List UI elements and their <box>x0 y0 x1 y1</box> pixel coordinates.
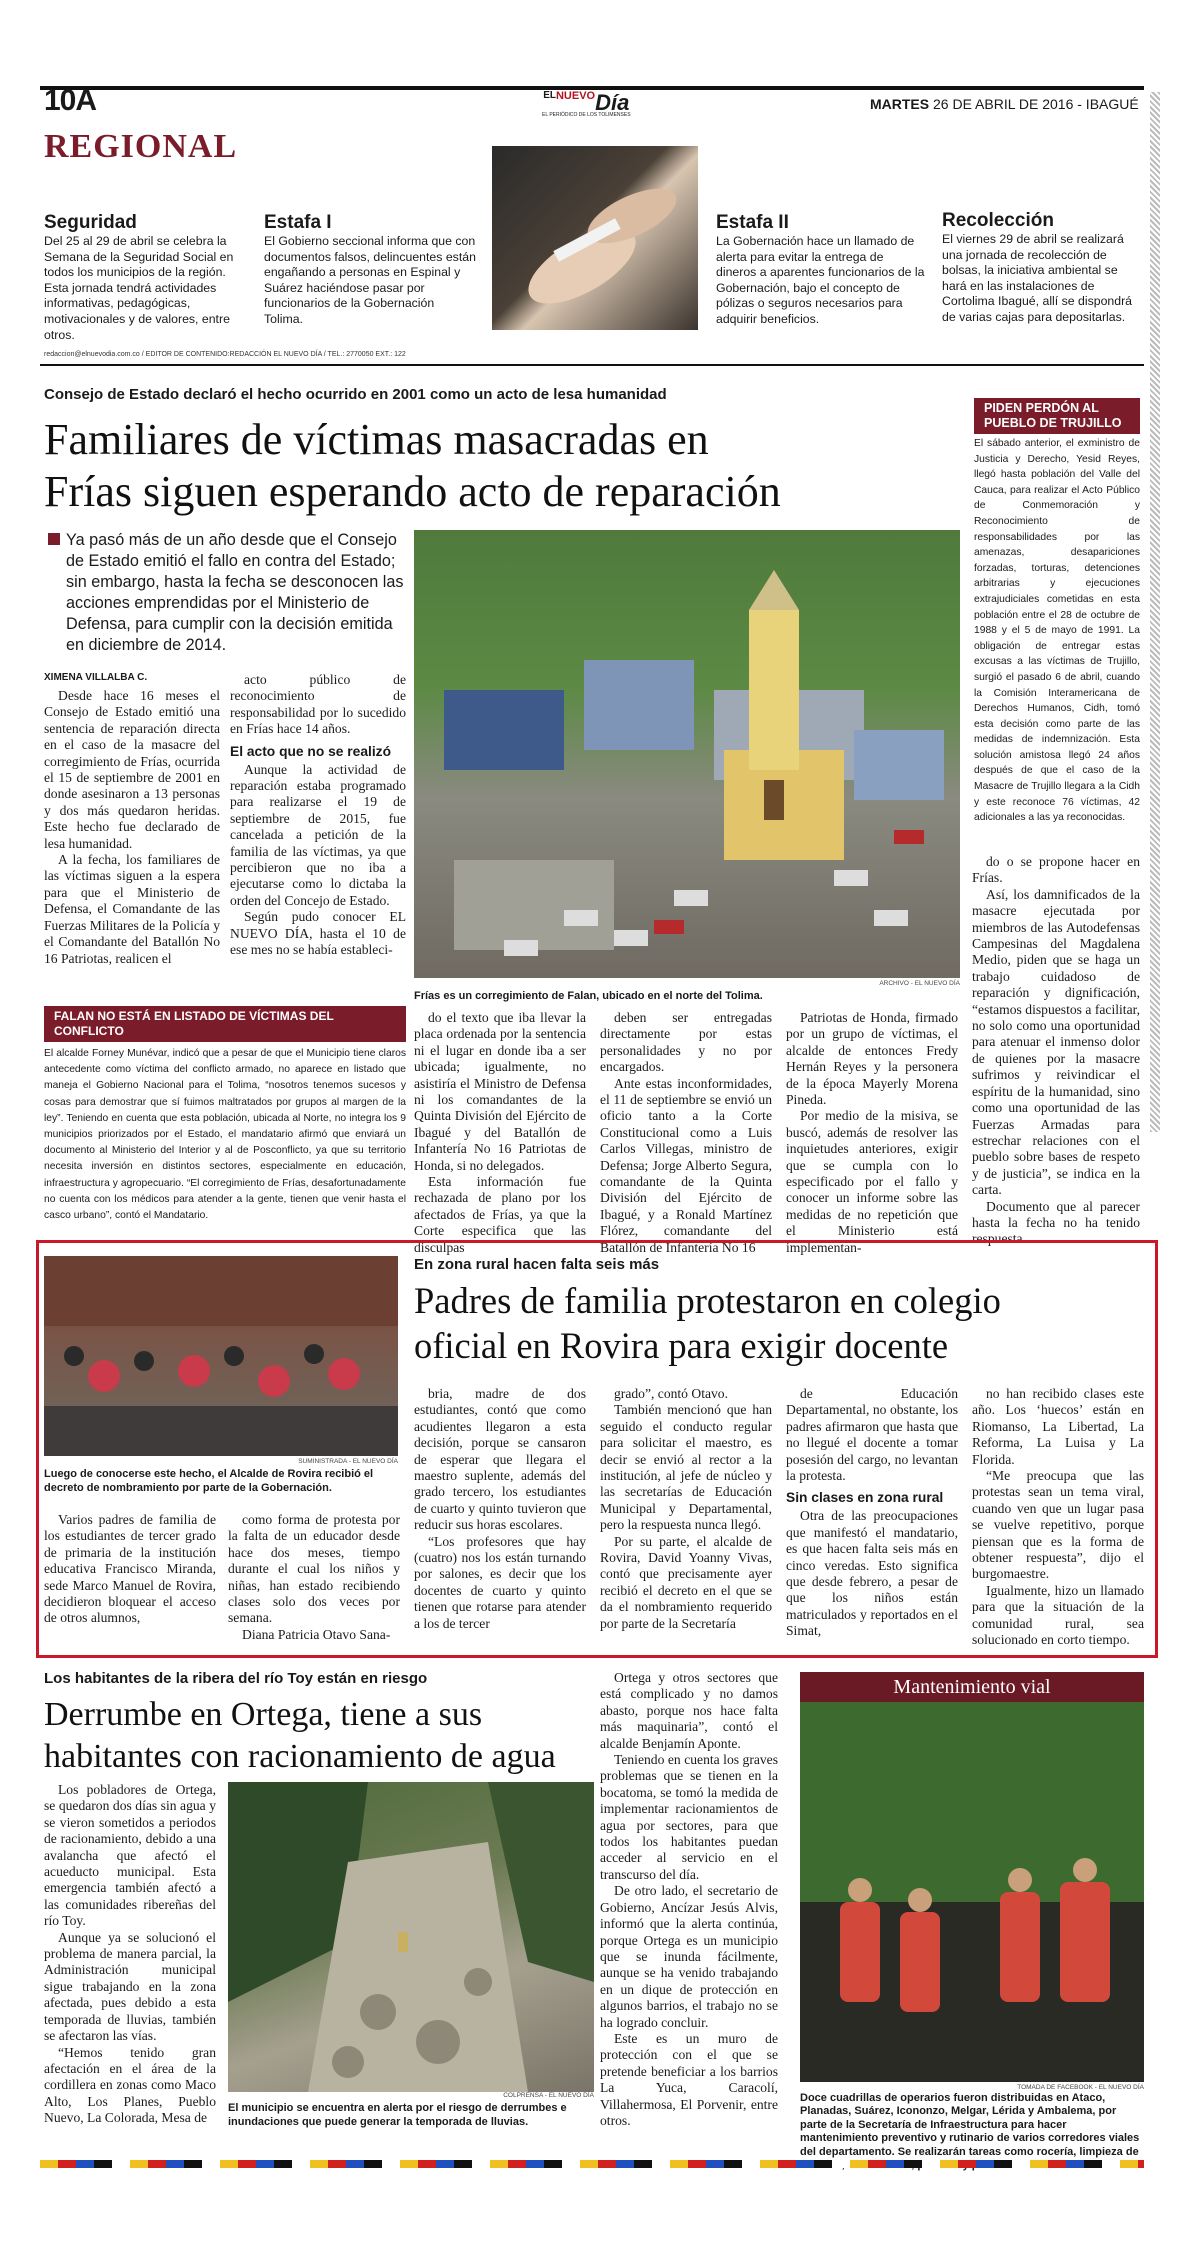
paragraph: grado”, contó Otavo. <box>614 1386 729 1401</box>
paragraph: Así, los damnificados de la masacre ejecutada por miembros de las Autodefensas Campesinas del Magdalena Medio, piden que se haga un trabajo cuidadoso de reparación y dignificación, “estamos dispuestos a facilitar, no solo como una oportunidad para atenuar el inmenso dolor de quienes por la masacre sufrimos y reivindicar el espíritu de la humanidad, sino como una oportunidad de las Fuerzas Armadas para estrechar relaciones con el pueblo sobre bases de respeto y de justicia”, se indica en la carta. <box>972 886 1140 1198</box>
sidebar-trujillo-title: PIDEN PERDÓN AL PUEBLO DE TRUJILLO <box>974 398 1140 434</box>
paragraph: De otro lado, el secretario de Gobierno, Ancízar Jesús Alvis, informó que la alerta continúa, porque Ortega es un municipio que se inunda fácilmente, aunque se ha venido trabajando en un dique de protección en algunos barrios, el trabajo no se ha logrado concluir. <box>600 1883 778 2030</box>
story1-photo-caption: Frías es un corregimiento de Falan, ubicado en el norte del Tolima. <box>414 990 763 1002</box>
paragraph: Ortega y otros sectores que está complicado y no damos abasto, porque nos hace falta más maquinaria”, contó el alcalde Benjamín Aponte. <box>600 1670 778 1751</box>
masthead-day: Día <box>595 90 630 115</box>
brief-seguridad <box>44 212 244 343</box>
brief-text: El viernes 29 de abril se realizará una jornada de recolección de bolsas, la iniciativa ambiental se hará en las instalaciones de Cortolima Ibagué, allí se dispondrá de varias cajas para depositarlas. <box>942 232 1133 324</box>
story3-photo-caption: El municipio se encuentra en alerta por el riesgo de derrumbes e inundaciones que puede generar la temporada de lluvias. <box>228 2102 567 2128</box>
lead-bullet <box>48 533 60 545</box>
headline-line: Familiares de víctimas masacradas en <box>44 415 709 464</box>
masthead-top: EL <box>543 90 556 101</box>
paragraph: Ante estas inconformidades, el 11 de septiembre se envió un oficio tanto a la Corte Constitucional como a Luis Carlos Villegas, ministro de Defensa; Jorge Alberto Segura, comandante de la Quinta División del Ejército de Ibagué, y a Ronald Martínez Flórez, comandante del Batallón de Infantería No 16 <box>600 1075 772 1255</box>
brief-title: Recolección <box>942 210 1054 231</box>
story2-col1 <box>44 1512 216 1627</box>
story3-photo-landslide <box>228 1782 594 2092</box>
story2-headline <box>414 1278 1154 1368</box>
date-rest: 26 DE ABRIL DE 2016 - IBAGUÉ <box>933 96 1139 112</box>
brief-text: La Gobernación hace un llamado de alerta para evitar la entrega de dineros a aparentes funcionarios de la Gobernación, bajo el concepto de pólizas o seguros necesarios para adquirir beneficios. <box>716 234 925 326</box>
story1-kicker: Consejo de Estado declaró el hecho ocurrido en 2001 como un acto de lesa humanidad <box>44 386 667 403</box>
masthead-brand: NUEVO <box>555 90 596 102</box>
story3-headline <box>44 1694 624 1778</box>
paragraph: Desde hace 16 meses el Consejo de Estado emitió una sentencia de reparación directa en el caso de la masacre del corregimiento de Frías, ocurrida el 15 de septiembre de 2001 en donde asesinaron a 13 personas y dos más quedaron heridas. Este hecho fue declarado de lesa humanidad. <box>44 688 220 851</box>
mantenimiento-caption: Doce cuadrillas de operarios fueron distribuidas en Ataco, Planadas, Suárez, Icononzo, Melgar, Lérida y Ambalema, por parte de la Secretaría de Infraestructura para hacer mantenimiento preventivo y rutinario de varios corredores viales del departamento. Se realizarán tareas como rocería, limpieza de <box>800 2092 1140 2158</box>
mantenimiento-title: Mantenimiento vial <box>800 1672 1144 1702</box>
story2-kicker: En zona rural hacen falta seis más <box>414 1256 660 1273</box>
mantenimiento-box <box>800 1672 1144 2082</box>
print-color-bar <box>40 2160 1144 2168</box>
paragraph: no han recibido clases este año. Los ‘huecos’ están en Riomanso, La Libertad, La Reforma, La Luisa y La Florida. <box>972 1386 1144 1467</box>
section-rule <box>40 364 1144 366</box>
story1-col5 <box>786 1010 958 1256</box>
story1-photo-frias <box>414 530 960 978</box>
story2-col2 <box>228 1512 400 1643</box>
paragraph: de Educación Departamental, no obstante, los padres afirmaron que hasta que no llegué el docente a tomar posesión del cargo, no levantan la protesta. <box>786 1386 958 1484</box>
story2-col3 <box>414 1386 586 1632</box>
paragraph: “Me preocupa que las protestas sean un tema viral, cuando ven que un lugar pasa se vuelve repetitivo, porque piensan que es la forma de obtener respuesta”, dijo el burgomaestre. <box>972 1468 1144 1582</box>
paragraph: Teniendo en cuenta los graves problemas que se tienen en la bocatoma, se tomó la medida de implementar racionamientos de agua por sectores, para que todos los habitantes puedan acceder al servicio en el transcurso del día. <box>600 1752 778 1882</box>
mantenimiento-photo-credit: TOMADA DE FACEBOOK - EL NUEVO DÍA <box>1017 2084 1144 2091</box>
paragraph: Patriotas de Honda, firmado por un grupo de víctimas, el alcalde de entonces Fredy Hernán Reyes y la personera de la época Mayerly Morena Pineda. <box>786 1010 958 1108</box>
church-illustration <box>414 530 960 978</box>
date-day: MARTES <box>870 96 930 112</box>
paragraph: bria, madre de dos estudiantes, contó que como acudientes llegaron a esta decisión, porque se cansaron de esperar que llegara el maestro suplente, además del grado tercero, los estudiantes de cuarto y quinto tuvieron que reducir sus horas escolares. <box>414 1386 586 1533</box>
headline-line: habitantes con racionamiento de agua <box>44 1738 556 1775</box>
contact-line: redaccion@elnuevodia.com.co / EDITOR DE CONTENIDO:REDACCIÓN EL NUEVO DÍA / TEL.: 2770050 EXT.: 122 <box>44 351 406 358</box>
section-title: REGIONAL <box>44 128 238 165</box>
paragraph: “Los profesores que hay (cuatro) nos los están turnando por salones, es decir que los docentes de cuarto y quinto tienen que rotarse para atender a los de tercer <box>414 1533 586 1631</box>
brief-title: Seguridad <box>44 212 137 233</box>
issue-date <box>870 96 1139 112</box>
page-number: 10A <box>44 84 97 117</box>
paragraph: Varios padres de familia de los estudiantes de tercer grado de primaria de la institución educativa Francisco Miranda, sede Marco Manuel de Rovira, decidieron bloquear el acceso de otros alumnos, <box>44 1512 216 1626</box>
story2-photo-caption: Luego de conocerse este hecho, el Alcalde de Rovira recibió el decreto de nombramiento por parte de la Gobernación. <box>44 1468 374 1494</box>
paragraph: acto público de reconocimiento de responsabilidad por lo sucedido en Frías hace 14 años. <box>230 672 406 737</box>
page-edge-texture <box>1150 92 1160 1132</box>
falan-title: FALAN NO ESTÁ EN LISTADO DE VÍCTIMAS DEL CONFLICTO <box>44 1006 406 1042</box>
masthead-tagline: EL PERIÓDICO DE LOS TOLIMENSES <box>542 112 631 118</box>
story1-byline: XIMENA VILLALBA C. <box>44 672 148 683</box>
paragraph: Los pobladores de Ortega, se quedaron dos días sin agua y se vieron sometidos a periodos de racionamiento, debido a una avalancha que afectó el acueducto municipal. Esta emergencia también afectó a las comunidades ribereñas del río Toy. <box>44 1782 216 1929</box>
briefs-photo-hands <box>492 146 698 330</box>
paragraph: Diana Patricia Otavo Sana- <box>242 1626 391 1642</box>
story1-col6 <box>972 854 1140 1248</box>
brief-text: Del 25 al 29 de abril se celebra la Semana de la Seguridad Social en todos los municipios de la región. Esta jornada tendrá actividades informativas, pedagógicas, motivacionales y de valores, entre otros. <box>44 234 234 342</box>
paragraph: Según pudo conocer EL NUEVO DÍA, hasta el 10 de ese mes no se había estableci- <box>230 909 406 958</box>
paragraph: do el texto que iba llevar la placa ordenada por la sentencia ni el lugar en donde iba a ser ubicada; igualmente, no asistiría el Ministro de Defensa ni los comandantes de la Quinta División del Ejército de Ibagué y del Batallón de Infantería No 16 Patriotas de Honda, si no delegados. <box>414 1010 586 1173</box>
paragraph: deben ser entregadas directamente por estas personalidades y no por encargados. <box>600 1010 772 1075</box>
story1-photo-credit: ARCHIVO - EL NUEVO DÍA <box>879 980 960 987</box>
paragraph: A la fecha, los familiares de las víctimas siguen a la espera para que el Ministerio de Defensa, el Comandante de las Fuerzas Militares de la Policía y el Comandante del Batallón No 16 Patriotas, realicen el <box>44 852 220 966</box>
landslide-illustration <box>228 1782 594 2092</box>
headline-line: Derrumbe en Ortega, tiene a sus <box>44 1696 483 1733</box>
headline-line: oficial en Rovira para exigir docente <box>414 1325 949 1366</box>
hands-illustration <box>492 146 698 330</box>
brief-recoleccion <box>942 210 1142 326</box>
paragraph: “Hemos tenido gran afectación en el área de la cordillera en zonas como Maco Alto, Los Planes, Pueblo Nuevo, La Colorada, Mesa de <box>44 2044 216 2126</box>
brief-title: Estafa II <box>716 212 789 233</box>
paragraph: como forma de protesta por la falta de un educador desde hace dos meses, tiempo durante el cual los niños y niñas, han estado recibiendo clases solo dos veces por semana. <box>228 1512 400 1626</box>
story3-photo-credit: COLPRENSA - EL NUEVO DÍA <box>503 2092 594 2099</box>
story3-col1 <box>44 1782 216 2127</box>
story1-col1 <box>44 688 220 967</box>
paragraph: Este es un muro de protección con el que se pretende beneficiar a los barrios La Yuca, Caracolí, Villahermosa, El Porvenir, entre otros. <box>600 2030 778 2128</box>
paragraph: do o se propone hacer en Frías. <box>972 854 1140 886</box>
headline-line: Frías siguen esperando acto de reparación <box>44 467 781 516</box>
brief-estafa-2 <box>716 212 926 328</box>
paragraph: Aunque ya se solucionó el problema de manera parcial, la Administración municipal sigue trabajando en la zona afectada, pues debido a esta temporada de lluvias, también se afectaron las vías. <box>44 1929 216 2044</box>
story2-col6 <box>972 1386 1144 1649</box>
story1-lead: Ya pasó más de un año desde que el Consejo de Estado emitió el fallo en contra del Estado; sin embargo, hasta la fecha se desconocen las acciones emprendidas por el Ministerio de Defensa, para cumplir con la decisión emitida en diciembre de 2014. <box>66 531 404 654</box>
brief-estafa-1 <box>264 212 476 328</box>
brief-text: El Gobierno seccional informa que con documentos falsos, delincuentes están engañando a personas en Espinal y Suárez haciéndose pasar por funcionarios de la Gobernación Tolima. <box>264 234 476 326</box>
story1-col4 <box>600 1010 772 1256</box>
paragraph: Esta información fue rechazada de plano por los afectados de Frías, ya que la Corte especifica que las disculpas <box>414 1174 586 1255</box>
paragraph: Otra de las preocupaciones que manifestó el mandatario, es que hacen falta seis más en cinco veredas. Esto significa que desde febrero, a pesar de que los niños están matriculados y reportados en el Simat, <box>786 1508 958 1639</box>
paragraph: También mencionó que han seguido el conducto regular para solicitar el maestro, es decir se envió al rector a la institución, al jefe de núcleo y las secretarías de Educación Municipal y Departamental, pero la respuesta nunca llegó. <box>600 1402 772 1533</box>
sidebar-trujillo-text: El sábado anterior, el exministro de Justicia y Derecho, Yesid Reyes, llegó hasta población del Valle del Cauca, para realizar el Acto Público de Conmemoración y Reconocimiento de responsabilidades por las amenazas, desapariciones forzadas, torturas, detenciones arbitrarias y ejecuciones extrajudiciales cometidas en esta población entre el 28 de octubre de 1988 y el 5 de mayo de 1991. La obligación de entregar estas excusas a las víctimas de Trujillo, surgió el pasado 6 de abril, cuando la Comisión Interamericana de Derechos Humanos, Cidh, tomó esta decisión como parte de las medidas de indemnización. Esta solución amistosa llegó 24 años después de que el caso de la Masacre de Trujillo llegara a la Cidh y este reconoce 76 víctimas, 42 adicionales a las ya reconocidas. <box>974 438 1140 824</box>
paragraph: Por medio de la misiva, se buscó, además de resolver las inquietudes anteriores, exigir que se cumpla con lo especificado por el fallo y conocer un informe sobre las medidas de no repetición que el Ministerio está implementan- <box>786 1108 958 1255</box>
story1-col3 <box>414 1010 586 1256</box>
falan-text: El alcalde Forney Munévar, indicó que a pesar de que el Municipio tiene claros antecedente como víctima del conflicto armado, no aparece en listado que maneja el Gobierno Nacional para el Tolima, “nosotros tenemos sucesos y cosas para demostrar que sí fuimos maltratados por grupos al margen de la ley”. Teniendo en cuenta que esta población, ubicada al Norte, no integra los 9 municipios priorizados por el Estado, el mandatario afirmó que enviará un documento al Ministerio del Interior y al de Posconflicto, ya que su territorio necesita inversión en distintos sectores, especialmente en educación, infraestructura y agropecuario. “El corregimiento de Frías, desafortunadamente no cuenta con los médicos para atender a la gente, tienen que venir hasta el casco urbano”, contó el Mandatario. <box>44 1048 406 1222</box>
story3-col2 <box>600 1670 778 2129</box>
crowd-illustration <box>44 1256 398 1456</box>
headline-line: Padres de familia protestaron en colegio <box>414 1280 1001 1321</box>
story2-col4 <box>600 1386 772 1632</box>
paragraph: Igualmente, hizo un llamado para que la situación de la comunidad rural, sea solucionado en corto tiempo. <box>972 1582 1144 1648</box>
story1-col2 <box>230 672 406 959</box>
story2-photo-credit: SUMINISTRADA - EL NUEVO DÍA <box>298 1458 398 1465</box>
story2-col5 <box>786 1386 958 1640</box>
subhead: Sin clases en zona rural <box>786 1490 944 1506</box>
story3-kicker: Los habitantes de la ribera del río Toy están en riesgo <box>44 1670 428 1687</box>
paragraph: Aunque la actividad de reparación estaba programado para realizarse el 19 de septiembre de 2015, fue cancelada a petición de la familia de las víctimas, ya que percibieron que no iba a ejecutarse como lo dictaba la orden del Concejo de Estado. <box>230 761 406 908</box>
story2-photo-protest <box>44 1256 398 1456</box>
paragraph: Documento que al parecer hasta la fecha no ha tenido respuesta. <box>972 1198 1140 1247</box>
story1-headline <box>44 414 984 518</box>
workers-illustration <box>800 1702 1144 2082</box>
brief-title: Estafa I <box>264 212 332 233</box>
subhead: El acto que no se realizó <box>230 743 392 759</box>
paragraph: Por su parte, el alcalde de Rovira, David Yoanny Vivas, contó que precisamente ayer recibió el decreto en el que se da el nombramiento requerido por parte de la Secretaría <box>600 1533 772 1631</box>
masthead-logo <box>542 90 631 118</box>
